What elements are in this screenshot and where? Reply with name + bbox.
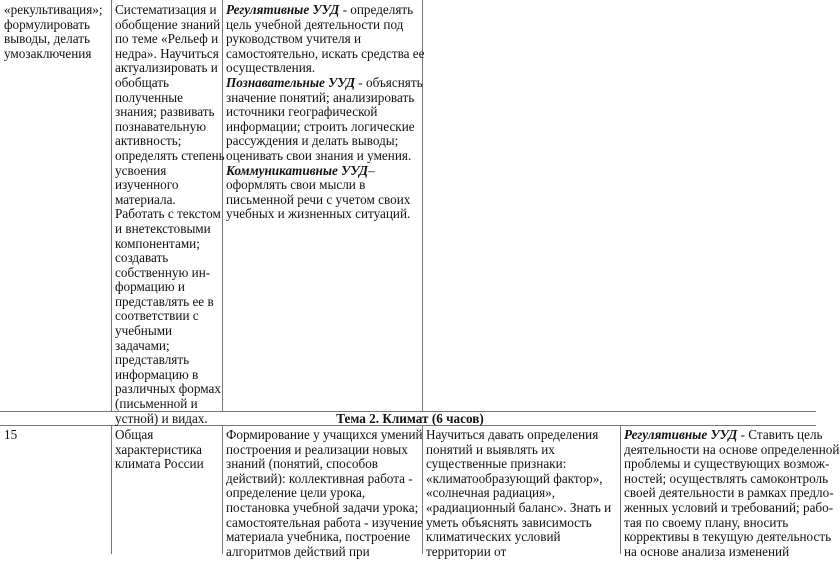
outcomes-cell: Научиться давать определения понятий и выявлять их существенные признаки: «климатообразующий фактор», «солнечная радиация», «радиационный баланс». Знать и уметь объяснять зависимость климатических условий территории от xyxy=(426,427,612,559)
uud-label: Познавательные УУД xyxy=(226,74,355,90)
uud-label: Регулятивные УУД xyxy=(624,427,738,442)
uud-label: Регулятивные УУД xyxy=(226,2,340,17)
lesson-title: Общая характеристика климата России xyxy=(115,427,204,472)
uud-text: – оформлять свои мысли в письменной речи с учетом своих учебных и жизненных ситуаций. xyxy=(226,162,411,222)
uud-text: - Ставить цель деятельности на основе определенной проблемы и существующих возмож- ностей; осуществлять самоконтроль своей деятельности в рамках предло- женных условий и требований; рабо- тая по своему плану, вносить коррективы в текущую деятельность на основе анализа изменений xyxy=(624,427,840,559)
skills-cell: «рекультивация»; формулировать выводы, делать умозаключения xyxy=(4,2,103,61)
uud-label: Коммуникативные УУД xyxy=(226,162,368,178)
uud-text: - объяснять значение понятий; анализировать источники географической информации; строить логические рассуждения и делать выводы; оценивать свои знания и умения. xyxy=(226,74,423,163)
goals-cell: Систематизация и обобщение знаний по теме «Рельеф и недра». Научиться актуализировать и обобщать полученные знания; развивать познавательную активность; определять степень усвоения изученного материала. Работать с текстом и внетекстовыми компонентами; создавать собственную ин- формацию и представлять ее в соответствии с учебными задачами; представлять информацию в различных формах (письменной и устной) и видах. xyxy=(115,2,225,426)
col-divider xyxy=(422,0,423,411)
uud-text: - определять цель учебной деятельности под руководством учителя и самостоятельно, искать средства ее осуществления. xyxy=(226,2,425,76)
topic-header: Тема 2. Климат (6 часов) xyxy=(336,411,484,426)
uud-cell xyxy=(620,425,840,562)
activities-cell: Формирование у учащихся умений построения и реализации новых знаний (понятий, способов действий): коллективная работа - определение цели урока, постановка учебной задачи урока; самостоятельная работа - изучение материала учебника, построение алгоритмов действий при xyxy=(226,427,423,559)
uud-cell xyxy=(222,0,425,225)
lesson-number: 15 xyxy=(4,427,18,442)
